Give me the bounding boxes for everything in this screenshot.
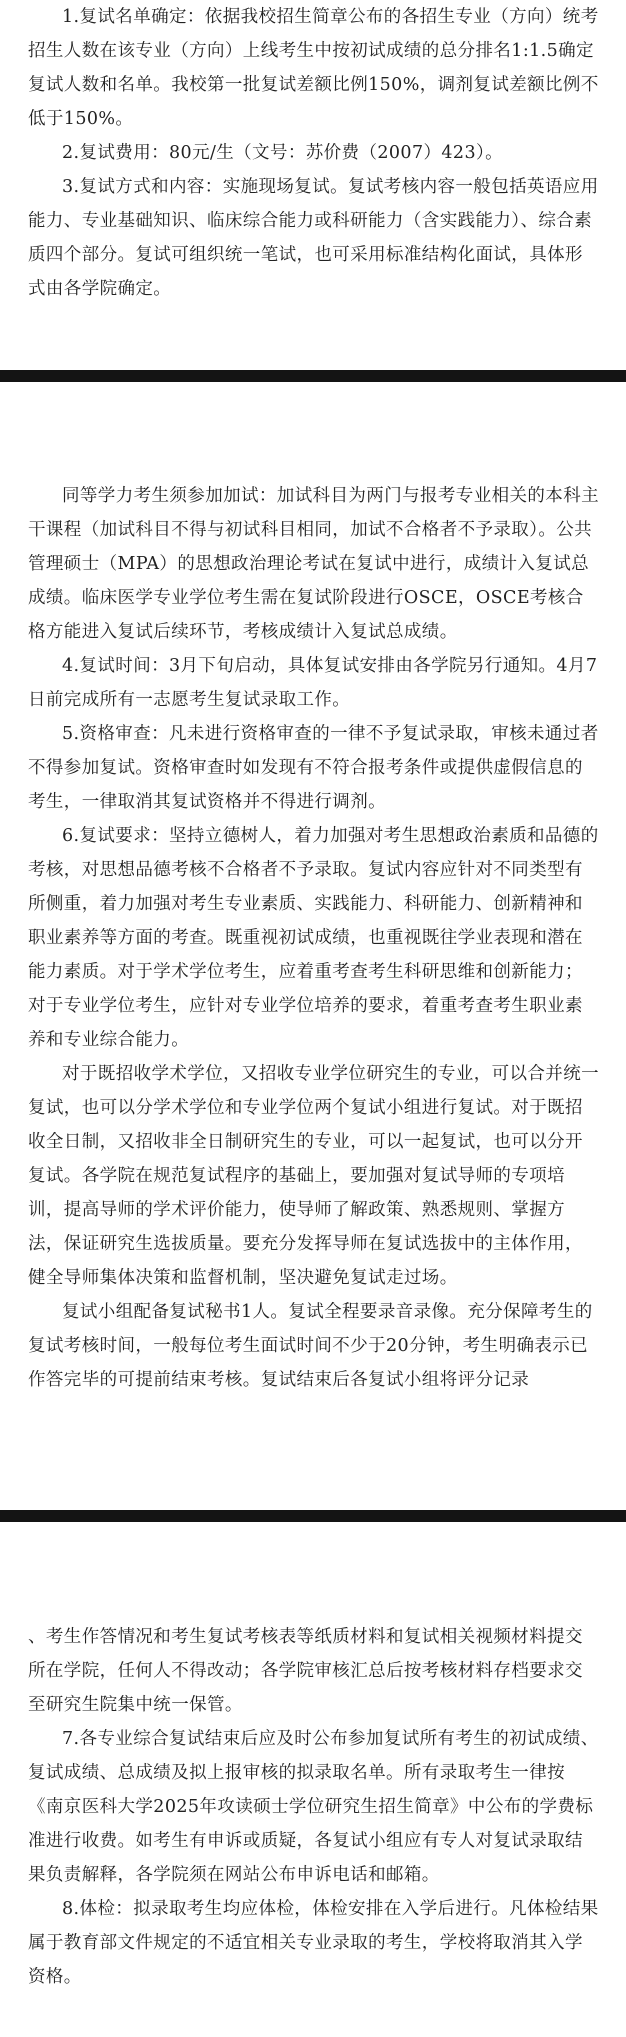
paragraph-6-continued: 、考生作答情况和考生复试考核表等纸质材料和复试相关视频材料提交所在学院，任何人不得改动；各学院审核汇总后按考核材料存档要求交至研究生院集中统一保管。	[28, 1627, 583, 1715]
paragraph-7-results: 7.各专业综合复试结束后应及时公布参加复试所有考生的初试成绩、复试成绩、总成绩及拟上报审核的拟录取名单。所有录取考生一律按《南京医科大学2025年攻读硕士学位研究生招生简章》中公布的学费标准进行收费。如考生有申诉或质疑，各复试小组应有专人对复试录取结果负责解释，各学院须在网站公布申诉电话和邮箱。	[28, 1729, 599, 1885]
paragraph-6-secretary: 复试小组配备复试秘书1人。复试全程要录音录像。充分保障考生的复试考核时间，一般每位考生面试时间不少于20分钟，考生明确表示已作答完毕的可提前结束考核。复试结束后各复试小组将评分记录	[28, 1302, 593, 1390]
page-divider	[0, 1510, 626, 1522]
paragraph-8-medical-exam: 8.体检：拟录取考生均应体检，体检安排在入学后进行。凡体检结果属于教育部文件规定的不适宜相关专业录取的考生，学校将取消其入学资格。	[28, 1899, 599, 1987]
paragraph-1-shortlist: 1.复试名单确定：依据我校招生简章公布的各招生专业（方向）统考招生人数在该专业（方向）上线考生中按初试成绩的总分排名1:1.5确定复试人数和名单。我校第一批复试差额比例150%，调剂复试差额比例不低于150%。	[28, 7, 599, 129]
paragraph-equivalent-extra-test: 同等学力考生须参加加试：加试科目为两门与报考专业相关的本科主干课程（加试科目不得与初试科目相同，加试不合格者不予录取）。公共管理硕士（MPA）的思想政治理论考试在复试中进行，成绩计入复试总成绩。临床医学专业学位考生需在复试阶段进行OSCE，OSCE考核合格方能进入复试后续环节，考核成绩计入复试总成绩。	[28, 486, 599, 642]
section-1	[28, 0, 600, 306]
section-2	[28, 479, 600, 1397]
section-3	[28, 1620, 600, 1994]
paragraph-6-requirements: 6.复试要求：坚持立德树人，着力加强对考生思想政治素质和品德的考核，对思想品德考核不合格者不予录取。复试内容应针对不同类型有所侧重，着力加强对考生专业素质、实践能力、科研能力、创新精神和职业素养等方面的考查。既重视初试成绩，也重视既往学业表现和潜在能力素质。对于学术学位考生，应着重考查考生科研思维和创新能力；对于专业学位考生，应针对专业学位培养的要求，着重考查考生职业素养和专业综合能力。	[28, 826, 599, 1050]
paragraph-6-grouping: 对于既招收学术学位，又招收专业学位研究生的专业，可以合并统一复试，也可以分学术学位和专业学位两个复试小组进行复试。对于既招收全日制，又招收非全日制研究生的专业，可以一起复试，也可以分开复试。各学院在规范复试程序的基础上，要加强对复试导师的专项培训，提高导师的学术评价能力，使导师了解政策、熟悉规则、掌握方法，保证研究生选拔质量。要充分发挥导师在复试选拔中的主体作用，健全导师集体决策和监督机制，坚决避免复试走过场。	[28, 1064, 599, 1288]
paragraph-3-method: 3.复试方式和内容：实施现场复试。复试考核内容一般包括英语应用能力、专业基础知识、临床综合能力或科研能力（含实践能力）、综合素质四个部分。复试可组织统一笔试，也可采用标准结构化面试，具体形式由各学院确定。	[28, 177, 599, 299]
paragraph-4-time: 4.复试时间：3月下旬启动，具体复试安排由各学院另行通知。4月7日前完成所有一志愿考生复试录取工作。	[28, 656, 598, 710]
paragraph-2-fee: 2.复试费用：80元/生（文号：苏价费（2007）423）。	[62, 143, 504, 163]
paragraph-5-qualification: 5.资格审查：凡未进行资格审查的一律不予复试录取，审核未通过者不得参加复试。资格审查时如发现有不符合报考条件或提供虚假信息的考生，一律取消其复试资格并不得进行调剂。	[28, 724, 599, 812]
page-divider	[0, 370, 626, 382]
